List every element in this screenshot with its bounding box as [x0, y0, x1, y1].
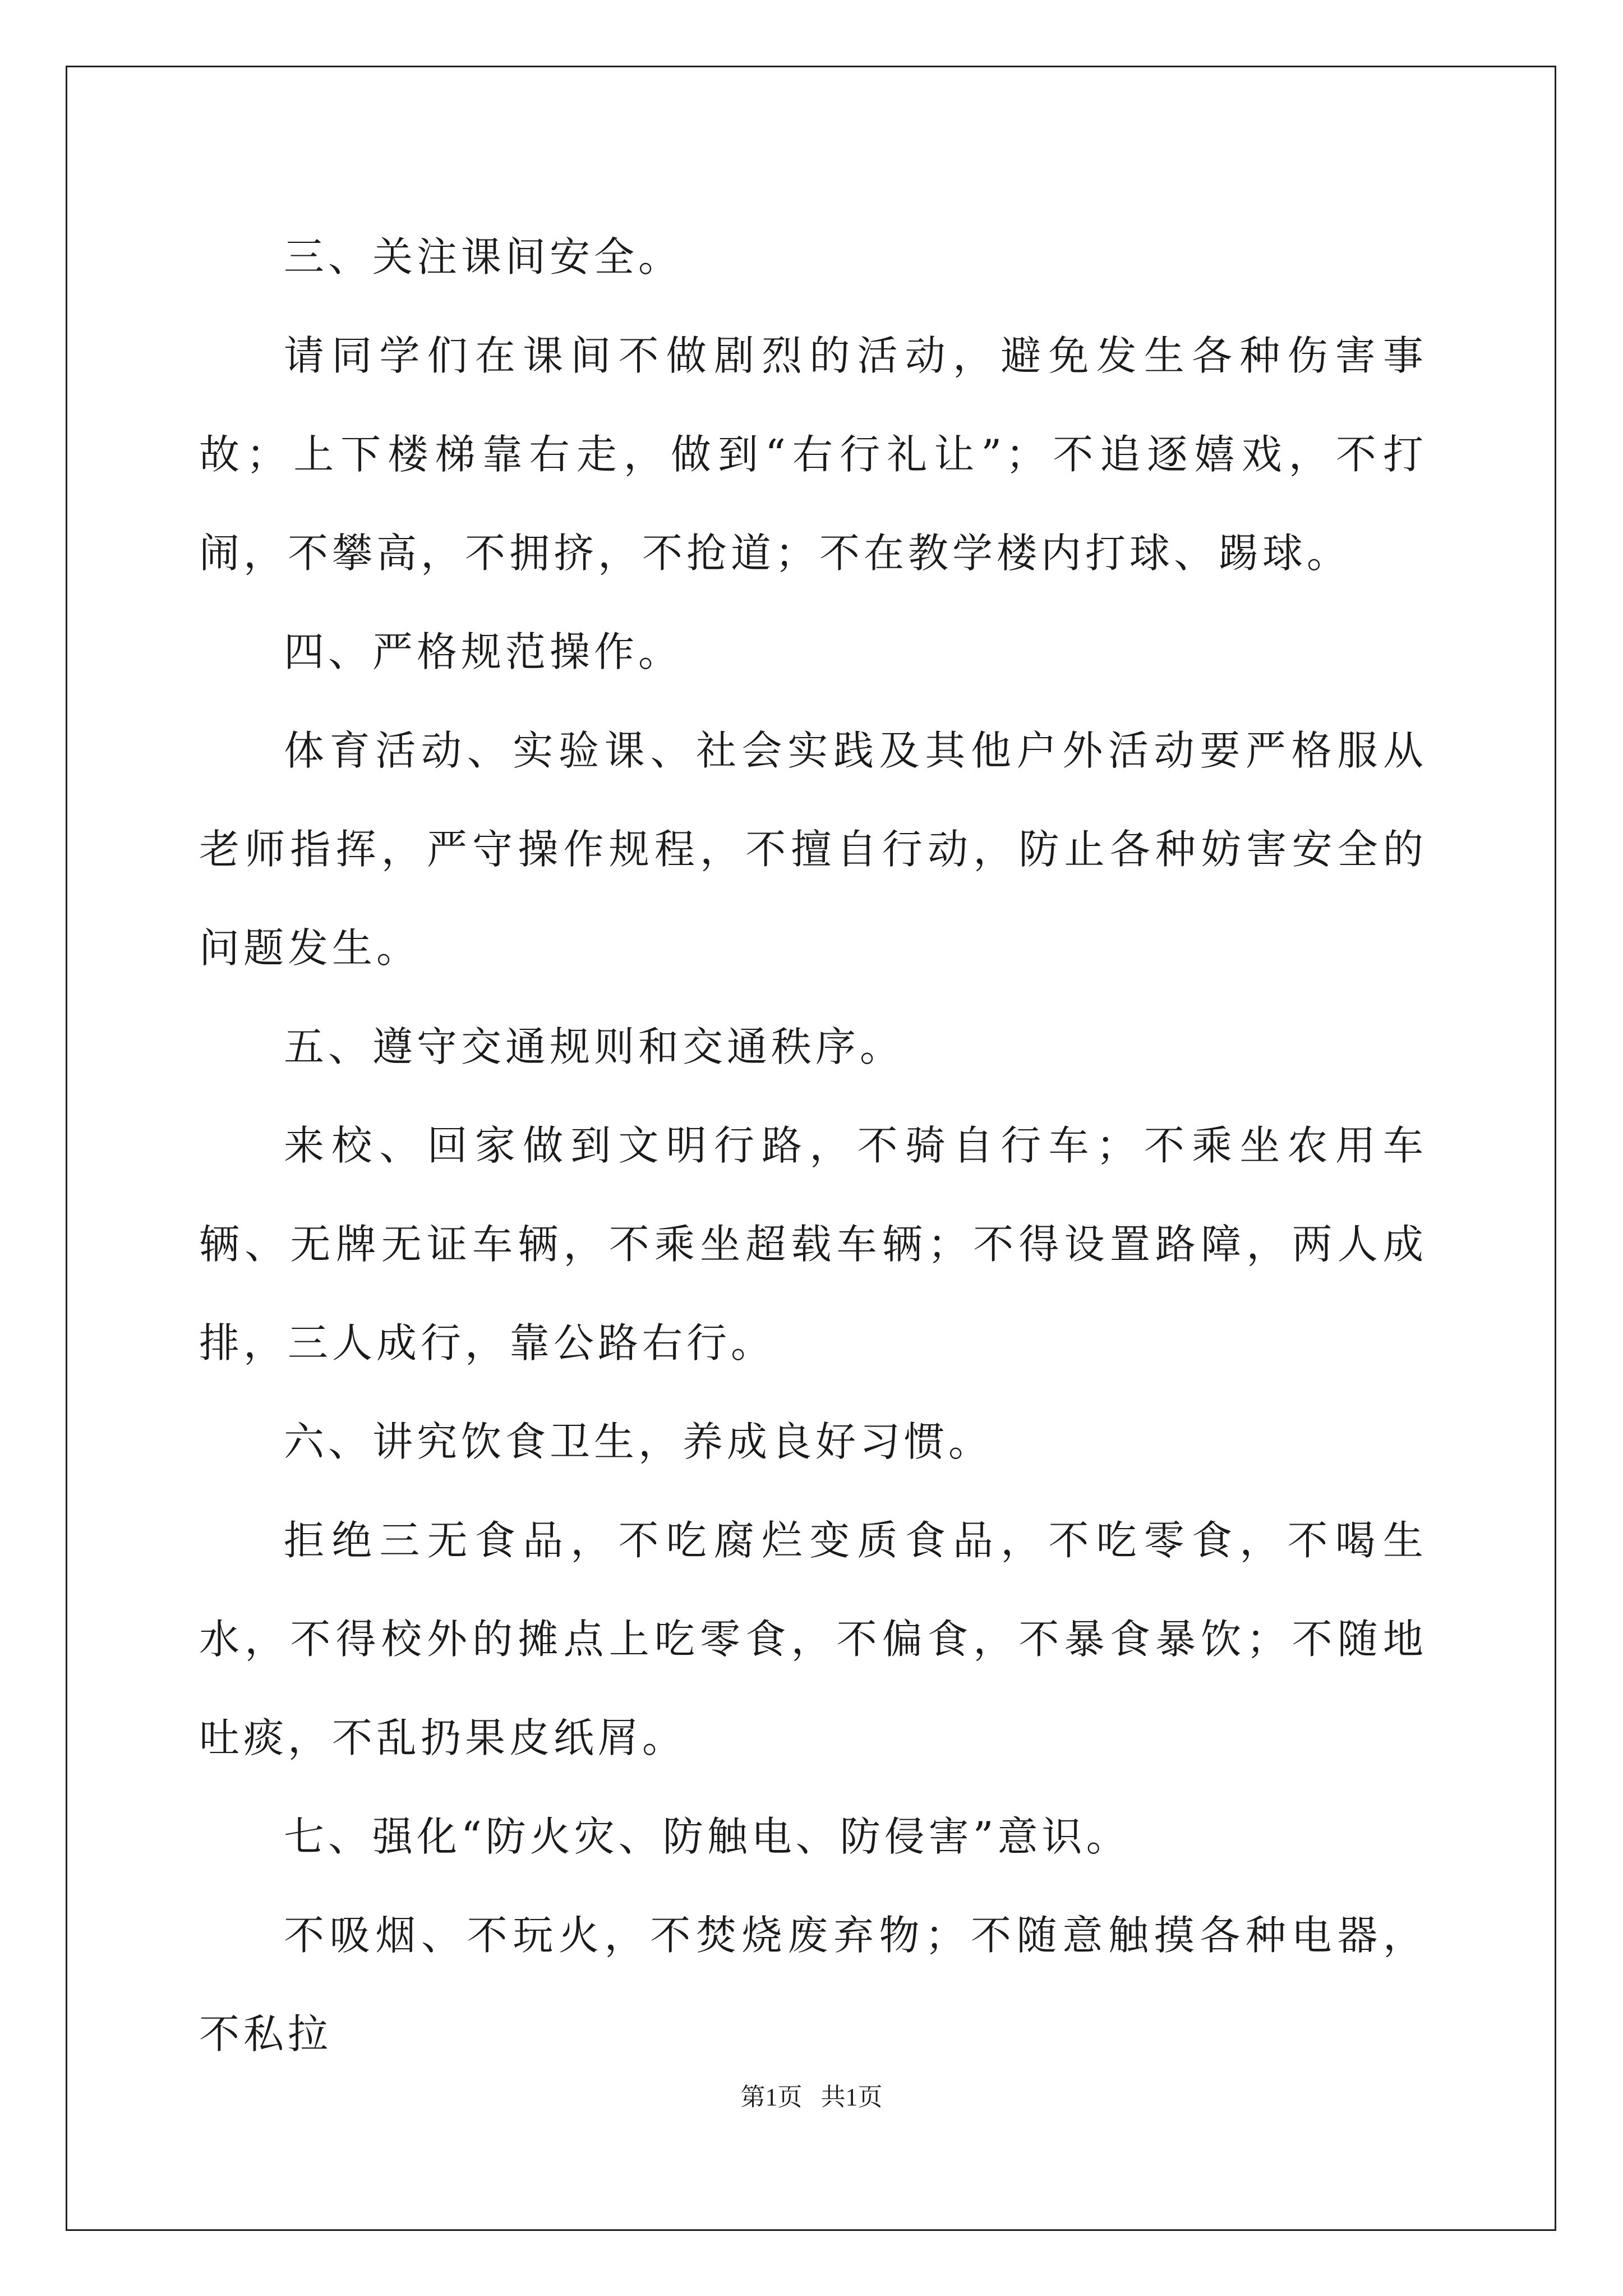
paragraph: 请同学们在课间不做剧烈的活动，避免发生各种伤害事故；上下楼梯靠右走，做到“右行礼让”；不追逐嬉戏，不打闹，不攀高，不拥挤，不抢道；不在教学楼内打球、踢球。 [199, 332, 1427, 577]
document-body [199, 208, 1427, 2083]
heading-6: 六、讲究饮食卫生，养成良好习惯。 [284, 1418, 993, 1465]
page-footer [0, 2077, 1623, 2113]
heading-5: 五、遵守交通规则和交通秩序。 [284, 1023, 905, 1070]
paragraph: 体育活动、实验课、社会实践及其他户外活动要严格服从老师指挥，严守操作规程，不擅自行动，防止各种妨害安全的问题发生。 [199, 727, 1427, 972]
paragraph: 不吸烟、不玩火，不焚烧废弃物；不随意触摸各种电器，不私拉 [199, 1912, 1427, 2058]
page-number-current: 第1页 [740, 2083, 803, 2111]
heading-4: 四、严格规范操作。 [284, 628, 683, 675]
heading-3: 三、关注课间安全。 [284, 233, 683, 280]
paragraph: 来校、回家做到文明行路，不骑自行车；不乘坐农用车辆、无牌无证车辆，不乘坐超载车辆；不得设置路障，两人成排，三人成行，靠公路右行。 [199, 1122, 1427, 1366]
paragraph: 拒绝三无食品，不吃腐烂变质食品，不吃零食，不喝生水，不得校外的摊点上吃零食，不偏食，不暴食暴饮；不随地吐痰，不乱扔果皮纸屑。 [199, 1517, 1427, 1761]
page-number-total: 共1页 [820, 2083, 883, 2111]
heading-7: 七、强化“防火灾、防触电、防侵害”意识。 [284, 1813, 1131, 1860]
